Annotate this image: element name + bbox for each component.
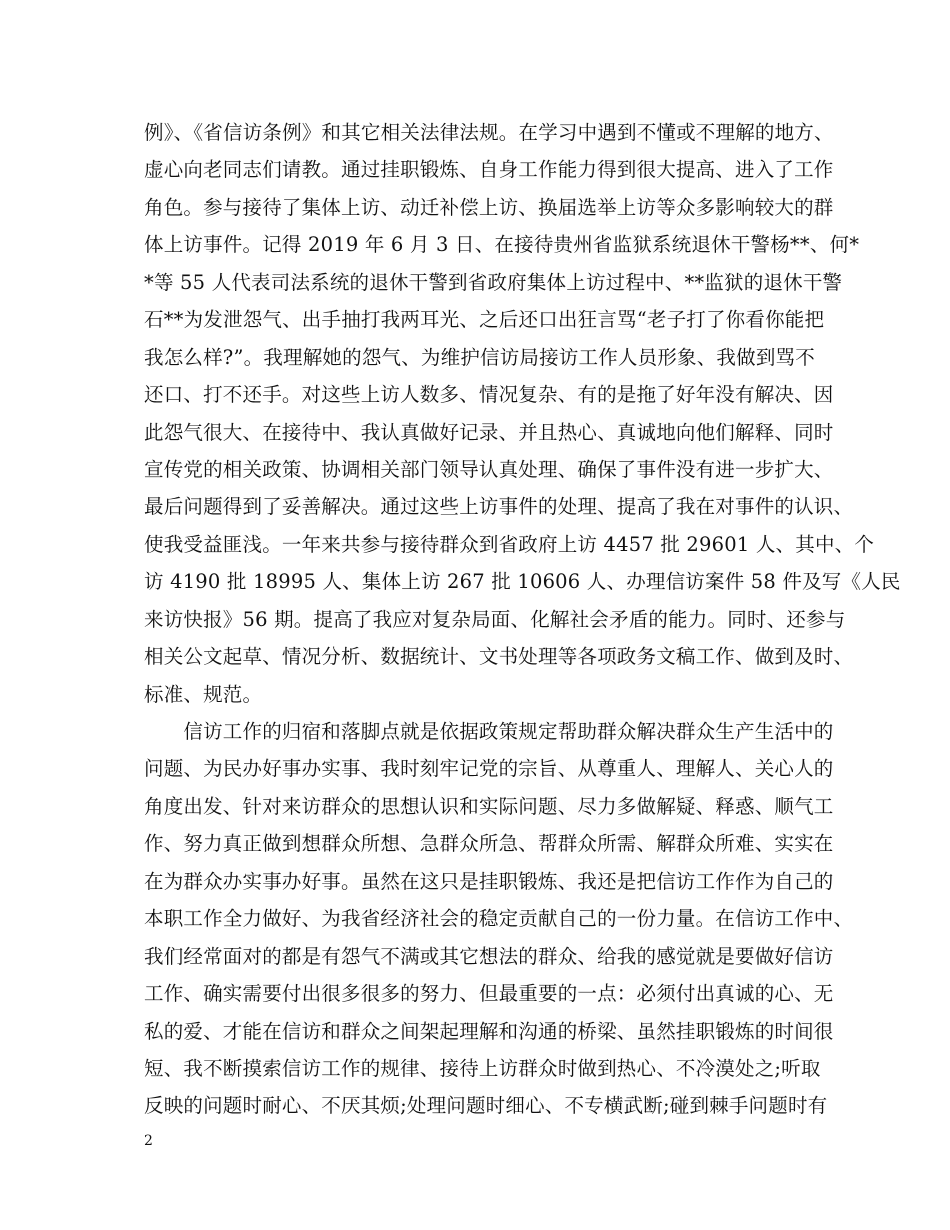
- text-line: 角色。参与接待了集体上访、动迁补偿上访、换届选举上访等众多影响较大的群: [144, 195, 834, 219]
- paragraph-1: [144, 114, 901, 713]
- text-line: 反映的问题时耐心、不厌其烦;处理问题时细心、不专横武断;碰到棘手问题时有: [144, 1094, 828, 1118]
- text-line: 角度出发、针对来访群众的思想认识和实际问题、尽力多做解疑、释惑、顺气工: [144, 794, 834, 818]
- text-line: 本职工作全力做好、为我省经济社会的稳定贡献自己的一份力量。在信访工作中、: [144, 907, 854, 931]
- text-line: 最后问题得到了妥善解决。通过这些上访事件的处理、提高了我在对事件的认识、: [144, 495, 854, 519]
- paragraph-2: [144, 713, 854, 1125]
- text-line: 体上访事件。记得 2019 年 6 月 3 日、在接待贵州省监狱系统退休干警杨**、何*: [144, 233, 860, 257]
- text-line: 访 4190 批 18995 人、集体上访 267 批 10606 人、办理信访案件 58 件及写《人民: [144, 570, 901, 594]
- text-line: 工作、确实需要付出很多很多的努力、但最重要的一点：必须付出真诚的心、无: [144, 982, 834, 1006]
- text-line: 此怨气很大、在接待中、我认真做好记录、并且热心、真诚地向他们解释、同时: [144, 420, 834, 444]
- text-line: 使我受益匪浅。一年来共参与接待群众到省政府上访 4457 批 29601 人、其中、个: [144, 532, 875, 556]
- text-line: 相关公文起草、情况分析、数据统计、文书处理等各项政务文稿工作、做到及时、: [144, 645, 854, 669]
- text-line: 我怎么样?”。我理解她的怨气、为维护信访局接访工作人员形象、我做到骂不: [144, 345, 815, 369]
- text-line: 私的爱、才能在信访和群众之间架起理解和沟通的桥梁、虽然挂职锻炼的时间很: [144, 1019, 834, 1043]
- text-line: 问题、为民办好事办实事、我时刻牢记党的宗旨、从尊重人、理解人、关心人的: [144, 757, 834, 781]
- text-line: 还口、打不还手。对这些上访人数多、情况复杂、有的是拖了好年没有解决、因: [144, 383, 834, 407]
- text-line: 在为群众办实事办好事。虽然在这只是挂职锻炼、我还是把信访工作作为自己的: [144, 869, 834, 893]
- text-line: 石**为发泄怨气、出手抽打我两耳光、之后还口出狂言骂“老子打了你看你能把: [144, 308, 825, 332]
- page-number: 2: [144, 1133, 153, 1149]
- text-line: 来访快报》56 期。提高了我应对复杂局面、化解社会矛盾的能力。同时、还参与: [144, 607, 846, 631]
- text-line: *等 55 人代表司法系统的退休干警到省政府集体上访过程中、**监狱的退休干警: [144, 270, 843, 294]
- text-line: 作、努力真正做到想群众所想、急群众所急、帮群众所需、解群众所难、实实在: [144, 832, 834, 856]
- text-line: 标准、规范。: [144, 682, 263, 706]
- text-line: 虚心向老同志们请教。通过挂职锻炼、自身工作能力得到很大提高、进入了工作: [144, 158, 834, 182]
- body-text: [144, 114, 901, 1125]
- text-line: 例》、《省信访条例》和其它相关法律法规。在学习中遇到不懂或不理解的地方、: [144, 121, 834, 144]
- text-line: 信访工作的归宿和落脚点就是依据政策规定帮助群众解决群众生产生活中的: [144, 720, 834, 743]
- text-line: 我们经常面对的都是有怨气不满或其它想法的群众、给我的感觉就是要做好信访: [144, 944, 834, 968]
- text-line: 短、我不断摸索信访工作的规律、接待上访群众时做到热心、不冷漠处之;听取: [144, 1056, 821, 1080]
- text-line: 宣传党的相关政策、协调相关部门领导认真处理、确保了事件没有进一步扩大、: [144, 457, 834, 481]
